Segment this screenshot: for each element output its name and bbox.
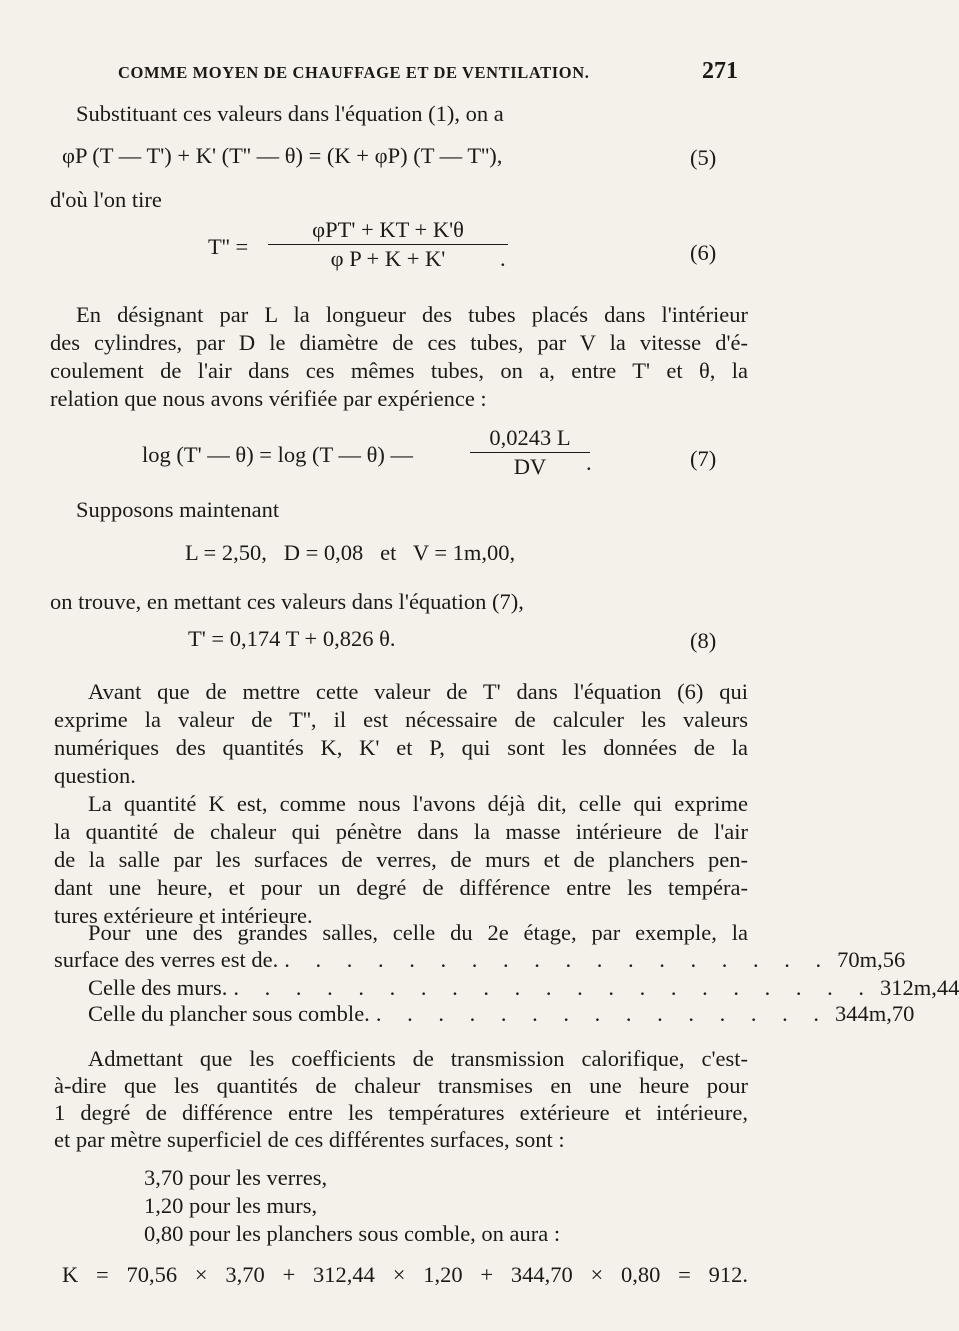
paragraph-admettant-line-4: et par mètre superficiel de ces différentes surfaces, sont : bbox=[54, 1127, 565, 1152]
equation-6-number: (6) bbox=[690, 240, 717, 265]
surface-value-verres: 70m,56 bbox=[837, 947, 906, 972]
equation-6-denominator: φ P + K + K' bbox=[330, 246, 446, 271]
coefficient-planchers: 0,80 pour les planchers sous comble, on aura : bbox=[144, 1221, 561, 1246]
paragraph-designant-line-2: des cylindres, par D le diamètre de ces tubes, par V la vitesse d'é- bbox=[50, 330, 748, 355]
equation-7-fraction bbox=[470, 425, 590, 480]
surface-label-verres: surface des verres est de. bbox=[54, 947, 279, 972]
paragraph-avant-line-1: Avant que de mettre cette valeur de T' dans l'équation (6) qui bbox=[88, 679, 748, 704]
equation-7-denominator: DV bbox=[513, 454, 547, 479]
paragraph-designant-line-4: relation que nous avons vérifiée par expérience : bbox=[50, 386, 487, 411]
paragraph-designant-line-3: coulement de l'air dans ces mêmes tubes, on a, entre T' et θ, la bbox=[50, 358, 748, 383]
paragraph-admettant-line-3: 1 degré de différence entre les températures extérieure et intérieure, bbox=[54, 1100, 748, 1125]
coefficient-murs: 1,20 pour les murs, bbox=[144, 1193, 318, 1218]
final-equation: K = 70,56 × 3,70 + 312,44 × 1,20 + 344,70 × 0,80 = 912. bbox=[62, 1262, 748, 1287]
surface-label-plancher: Celle du plancher sous comble. bbox=[88, 1001, 370, 1026]
paragraph-admettant-line-1: Admettant que les coefficients de transmission calorifique, c'est- bbox=[88, 1046, 748, 1071]
running-title: COMME MOYEN DE CHAUFFAGE ET DE VENTILATION. bbox=[118, 63, 590, 82]
paragraph-designant-line-1: En désignant par L la longueur des tubes placés dans l'intérieur bbox=[76, 302, 748, 327]
paragraph-on-trouve: on trouve, en mettant ces valeurs dans l'équation (7), bbox=[50, 589, 524, 614]
paragraph-admettant-line-2: à-dire que les quantités de chaleur transmises en une heure pour bbox=[54, 1073, 748, 1098]
equation-6-tail: . bbox=[500, 246, 506, 271]
paragraph-quantite-line-2: la quantité de chaleur qui pénètre dans la masse intérieure de l'air bbox=[54, 819, 748, 844]
paragraph-quantite-line-3: de la salle par les surfaces de verres, de murs et de planchers pen- bbox=[54, 847, 748, 872]
paragraph-quantite-line-1: La quantité K est, comme nous l'avons déjà dit, celle qui exprime bbox=[88, 791, 748, 816]
values-line: L = 2,50, D = 0,08 et V = 1m,00, bbox=[185, 540, 516, 565]
coefficient-verres: 3,70 pour les verres, bbox=[144, 1165, 328, 1190]
surface-row-verres bbox=[54, 946, 906, 974]
surface-row-murs bbox=[88, 974, 959, 1002]
dot-leader: . . . . . . . . . . . . . . . bbox=[375, 1001, 829, 1026]
equation-7-numerator: 0,0243 L bbox=[470, 425, 590, 453]
dot-leader: . . . . . . . . . . . . . . . . . . . . . bbox=[233, 975, 874, 1000]
equation-8-number: (8) bbox=[690, 628, 717, 653]
paragraph-avant-line-3: numériques des quantités K, K' et P, qui sont les données de la bbox=[54, 735, 748, 760]
page-header bbox=[118, 58, 738, 85]
paragraph-dou: d'où l'on tire bbox=[50, 187, 162, 212]
surface-value-plancher: 344m,70 bbox=[834, 1001, 915, 1026]
paragraph-avant-line-4: question. bbox=[54, 763, 136, 788]
equation-8: T' = 0,174 T + 0,826 θ. bbox=[188, 626, 396, 651]
equation-6-lhs: T'' = bbox=[208, 234, 249, 259]
equation-7-number: (7) bbox=[690, 446, 717, 471]
surface-value-murs: 312m,44 bbox=[879, 975, 959, 1000]
equation-7-tail: . bbox=[586, 450, 592, 475]
paragraph-supposons: Supposons maintenant bbox=[76, 497, 280, 522]
surface-label-murs: Celle des murs. bbox=[88, 975, 228, 1000]
paragraph-salles-line-1: Pour une des grandes salles, celle du 2e étage, par exemple, la bbox=[88, 920, 748, 945]
paragraph-substituant: Substituant ces valeurs dans l'équation (1), on a bbox=[76, 101, 504, 126]
page-number: 271 bbox=[702, 58, 738, 84]
paragraph-avant-line-2: exprime la valeur de T'', il est nécessaire de calculer les valeurs bbox=[54, 707, 748, 732]
surface-row-plancher bbox=[88, 1000, 915, 1028]
equation-7-lhs: log (T' — θ) = log (T — θ) — bbox=[142, 442, 413, 467]
dot-leader: . . . . . . . . . . . . . . . . . . bbox=[284, 947, 832, 972]
paragraph-quantite-line-4: dant une heure, et pour un degré de différence entre les tempéra- bbox=[54, 875, 748, 900]
equation-6-numerator: φPT' + KT + K'θ bbox=[268, 217, 508, 245]
paragraph-quantite-line-5: tures extérieure et intérieure. bbox=[54, 903, 313, 928]
equation-6-fraction bbox=[268, 217, 508, 272]
equation-5: φP (T — T') + K' (T'' — θ) = (K + φP) (T — T''), bbox=[62, 143, 503, 168]
equation-5-number: (5) bbox=[690, 145, 717, 170]
